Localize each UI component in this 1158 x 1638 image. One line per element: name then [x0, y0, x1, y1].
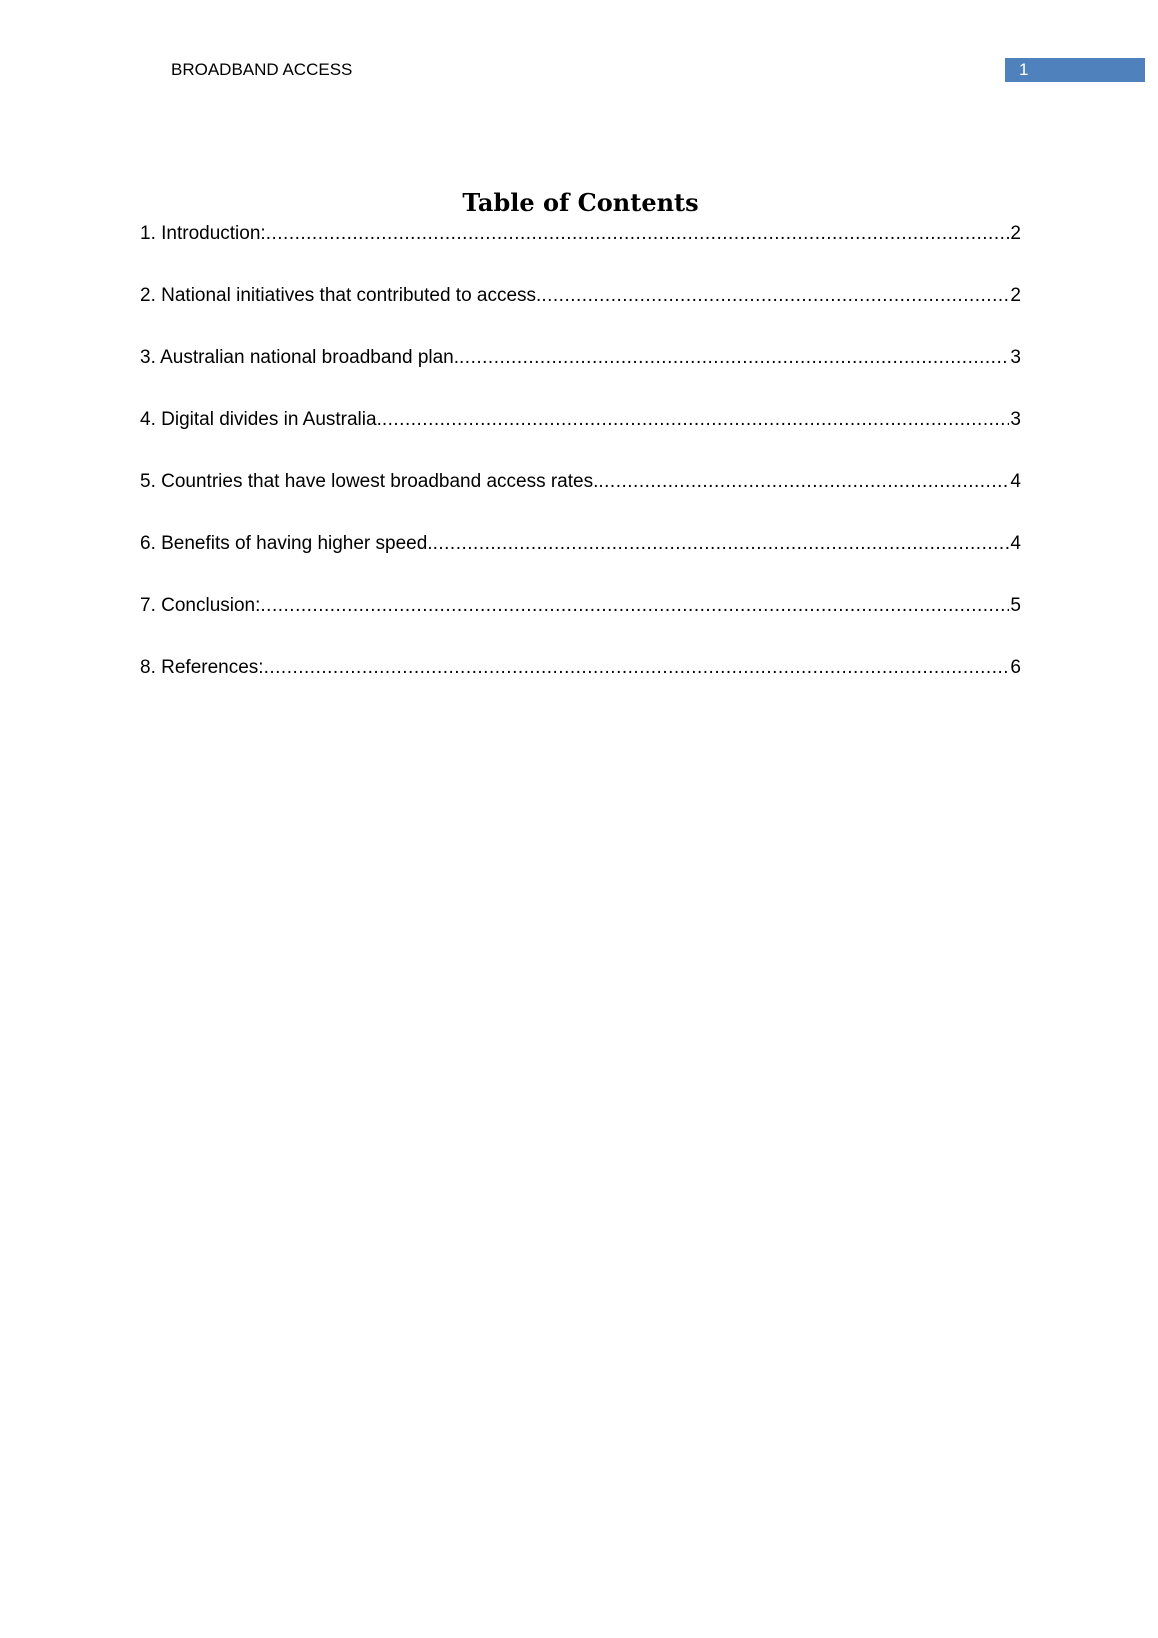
- toc-entry[interactable]: [140, 532, 1021, 556]
- toc-entry-page: 3: [1010, 409, 1021, 430]
- toc-entry-label: 8. References:: [140, 657, 264, 678]
- toc-dot-leader: [260, 594, 1009, 618]
- toc-entry-page: 4: [1010, 533, 1021, 554]
- toc-dot-leader: [541, 284, 1009, 308]
- toc-entry-label: 2. National initiatives that contributed to access.: [140, 285, 542, 306]
- toc-entry-page: 5: [1010, 595, 1021, 616]
- toc-entry-label: 4. Digital divides in Australia.: [140, 409, 382, 430]
- toc-entry-page: 4: [1010, 471, 1021, 492]
- toc-entry-page: 6: [1010, 657, 1021, 678]
- toc-entry[interactable]: [140, 656, 1021, 680]
- toc-entry-label: 3. Australian national broadband plan.: [140, 347, 460, 368]
- toc-entry-page: 2: [1010, 223, 1021, 244]
- toc-dot-leader: [264, 656, 1010, 680]
- toc-entry[interactable]: [140, 222, 1021, 246]
- toc-dot-leader: [459, 346, 1009, 370]
- toc-entry-page: 3: [1010, 347, 1021, 368]
- toc-dot-leader: [598, 470, 1009, 494]
- toc-list: [140, 222, 1021, 680]
- toc-entry[interactable]: [140, 284, 1021, 308]
- toc-entry[interactable]: [140, 346, 1021, 370]
- table-of-contents: [140, 186, 1021, 718]
- toc-dot-leader: [433, 532, 1010, 556]
- toc-entry-label: 5. Countries that have lowest broadband access rates.: [140, 471, 599, 492]
- toc-dot-leader: [382, 408, 1010, 432]
- page-number-badge: [1005, 58, 1145, 82]
- toc-entry-label: 1. Introduction:: [140, 223, 266, 244]
- toc-entry-page: 2: [1010, 285, 1021, 306]
- running-header-title: BROADBAND ACCESS: [171, 60, 353, 79]
- toc-entry[interactable]: [140, 408, 1021, 432]
- toc-entry-label: 7. Conclusion:: [140, 595, 261, 616]
- toc-entry-label: 6. Benefits of having higher speed.: [140, 533, 433, 554]
- toc-heading: Table of Contents: [462, 188, 699, 217]
- page-number: 1: [1019, 60, 1029, 79]
- toc-entry[interactable]: [140, 470, 1021, 494]
- toc-dot-leader: [266, 222, 1010, 246]
- toc-entry[interactable]: [140, 594, 1021, 618]
